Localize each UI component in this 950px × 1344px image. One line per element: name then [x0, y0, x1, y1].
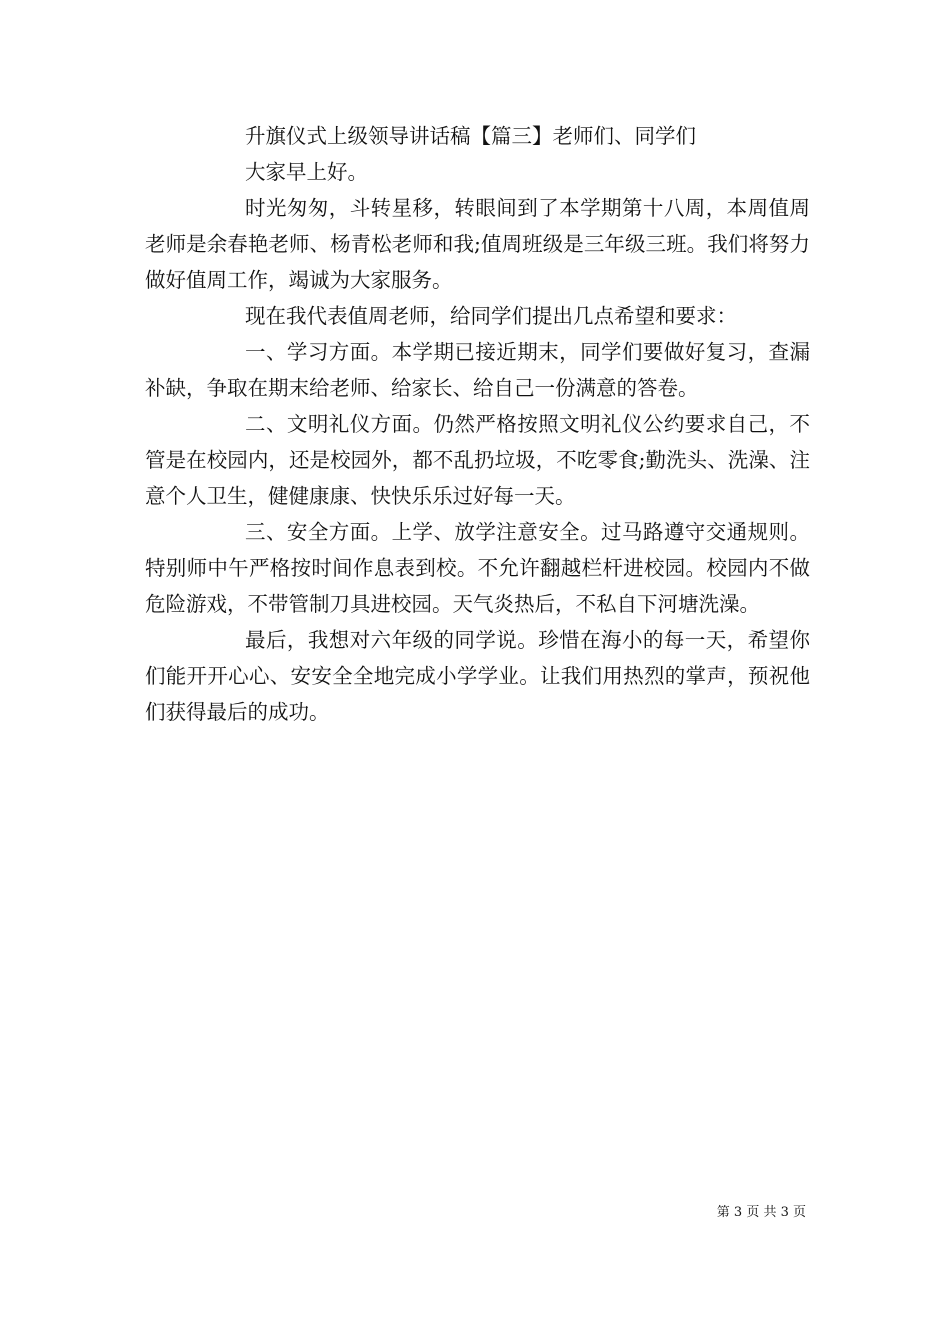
paragraph-greeting: 大家早上好。	[245, 160, 368, 184]
paragraph-safety: 三、安全方面。上学、放学注意安全。过马路遵守交通规则。特别师中午严格按时间作息表到校。不允许翻越栏杆进校园。校园内不做危险游戏，不带管制刀具进校园。天气炎热后，不私自下河塘洗澡。	[145, 520, 810, 616]
page-number-footer: 第 3 页 共 3 页	[716, 1205, 806, 1220]
paragraph-requirements-lead: 现在我代表值周老师，给同学们提出几点希望和要求：	[245, 304, 737, 328]
paragraph-title-line: 升旗仪式上级领导讲话稿【篇三】老师们、同学们	[245, 124, 696, 148]
paragraph-intro: 时光匆匆，斗转星移，转眼间到了本学期第十八周，本周值周老师是余春艳老师、杨青松老师和我;值周班级是三年级三班。我们将努力做好值周工作，竭诚为大家服务。	[145, 196, 810, 292]
paragraph-etiquette: 二、文明礼仪方面。仍然严格按照文明礼仪公约要求自己，不管是在校园内，还是校园外，都不乱扔垃圾，不吃零食;勤洗头、洗澡、注意个人卫生，健健康康、快快乐乐过好每一天。	[145, 412, 810, 508]
document-body	[145, 118, 810, 730]
paragraph-closing: 最后，我想对六年级的同学说。珍惜在海小的每一天，希望你们能开开心心、安安全全地完成小学学业。让我们用热烈的掌声，预祝他们获得最后的成功。	[145, 628, 810, 724]
paragraph-study: 一、学习方面。本学期已接近期末，同学们要做好复习，查漏补缺，争取在期末给老师、给家长、给自己一份满意的答卷。	[145, 340, 810, 400]
